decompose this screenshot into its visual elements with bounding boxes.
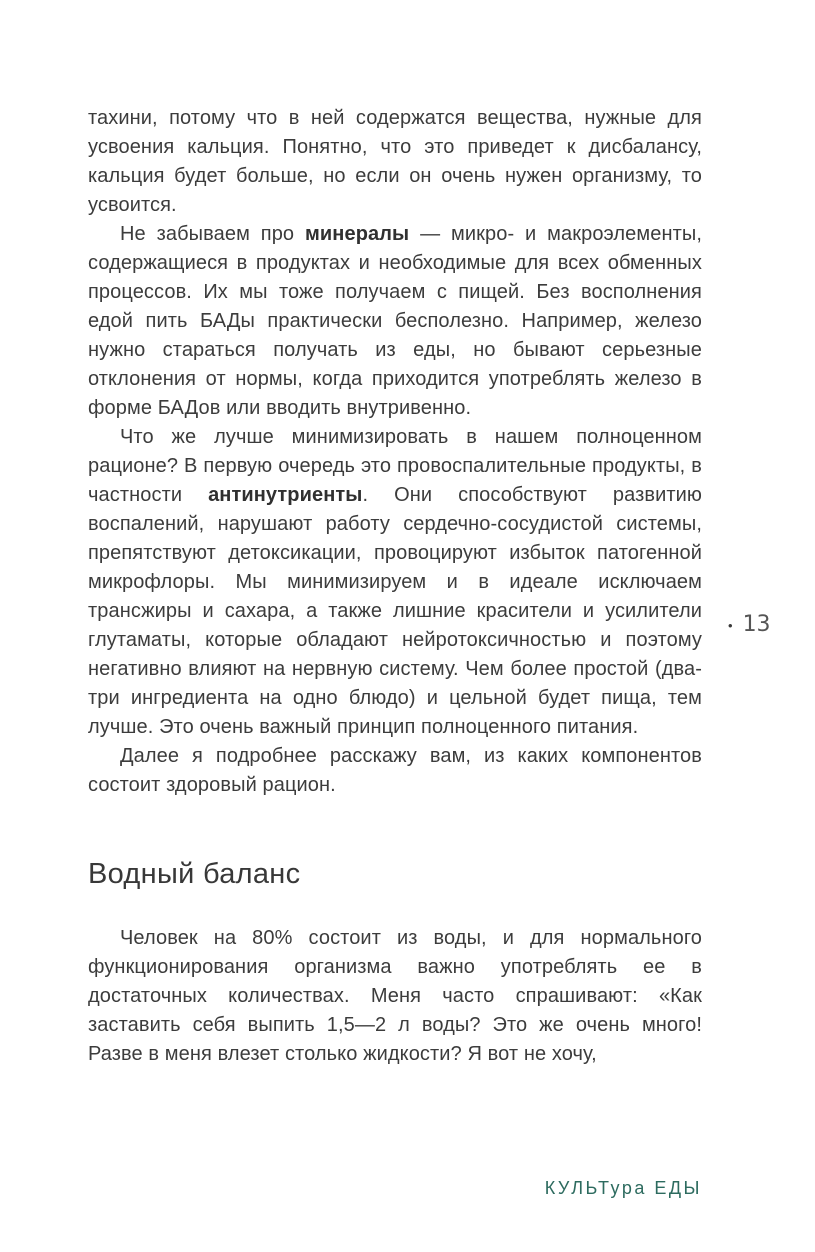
paragraph-text: — микро- и макроэлементы, содержащиеся в продуктах и необходимые для всех обменных процессов. Их мы тоже получаем с пищей. Без восполнения едой пить БАДы практически бесполезно. Например, железо нужно стараться получать из еды, но бывают серьезные отклонения от нормы, когда приходится употреблять железо в форме БАДов или вводить внутривенно. bbox=[88, 223, 703, 419]
bold-term-antinutrients: антинутриенты bbox=[208, 484, 363, 506]
page-number-marker bbox=[728, 614, 771, 636]
bullet-icon: • bbox=[728, 617, 733, 633]
paragraph bbox=[88, 104, 702, 220]
paragraph-text: Далее я подробнее расскажу вам, из каких компонентов состоит здоровый рацион. bbox=[88, 745, 702, 796]
paragraph-text: Не забываем про bbox=[120, 223, 306, 245]
paragraph bbox=[88, 220, 702, 423]
paragraph bbox=[88, 924, 702, 1069]
body-text bbox=[88, 104, 702, 1069]
paragraph bbox=[88, 423, 702, 742]
paragraph-text: . Они способствуют развитию воспалений, нарушают работу сердечно-сосудистой системы, препятствуют детоксикации, провоцируют избыток патогенной микрофлоры. Мы минимизируем и в идеале исключаем трансжиры и сахара, а также лишние красители и усилители глутаматы, которые обладают нейротоксичностью и поэтому негативно влияют на нервную систему. Чем более простой (два-три ингредиента на одно блюдо) и цельной будет пища, тем лучше. Это очень важный принцип полноценного питания. bbox=[88, 484, 702, 738]
section-heading: Водный баланс bbox=[88, 858, 301, 890]
bold-term-minerals: минералы bbox=[305, 223, 410, 245]
page-number: 13 bbox=[742, 612, 771, 637]
paragraph-text: тахини, потому что в ней содержатся вещества, нужные для усвоения кальция. Понятно, что это приведет к дисбалансу, кальция будет больше, но если он очень нужен организму, то усвоится. bbox=[88, 107, 702, 216]
book-series-footer: КУЛЬТура ЕДЫ bbox=[544, 1178, 702, 1198]
paragraph bbox=[88, 742, 702, 800]
paragraph-text: Что же лучше минимизировать в нашем полноценном рационе? В первую очередь это провоспалительные продукты, в частности bbox=[88, 426, 702, 506]
paragraph-text: Человек на 80% состоит из воды, и для нормального функционирования организма важно употреблять ее в достаточных количествах. Меня часто спрашивают: «Как заставить себя выпить 1,5—2 л воды? Это же очень много! Разве в меня влезет столько жидкости? Я вот не хочу, bbox=[88, 927, 702, 1065]
